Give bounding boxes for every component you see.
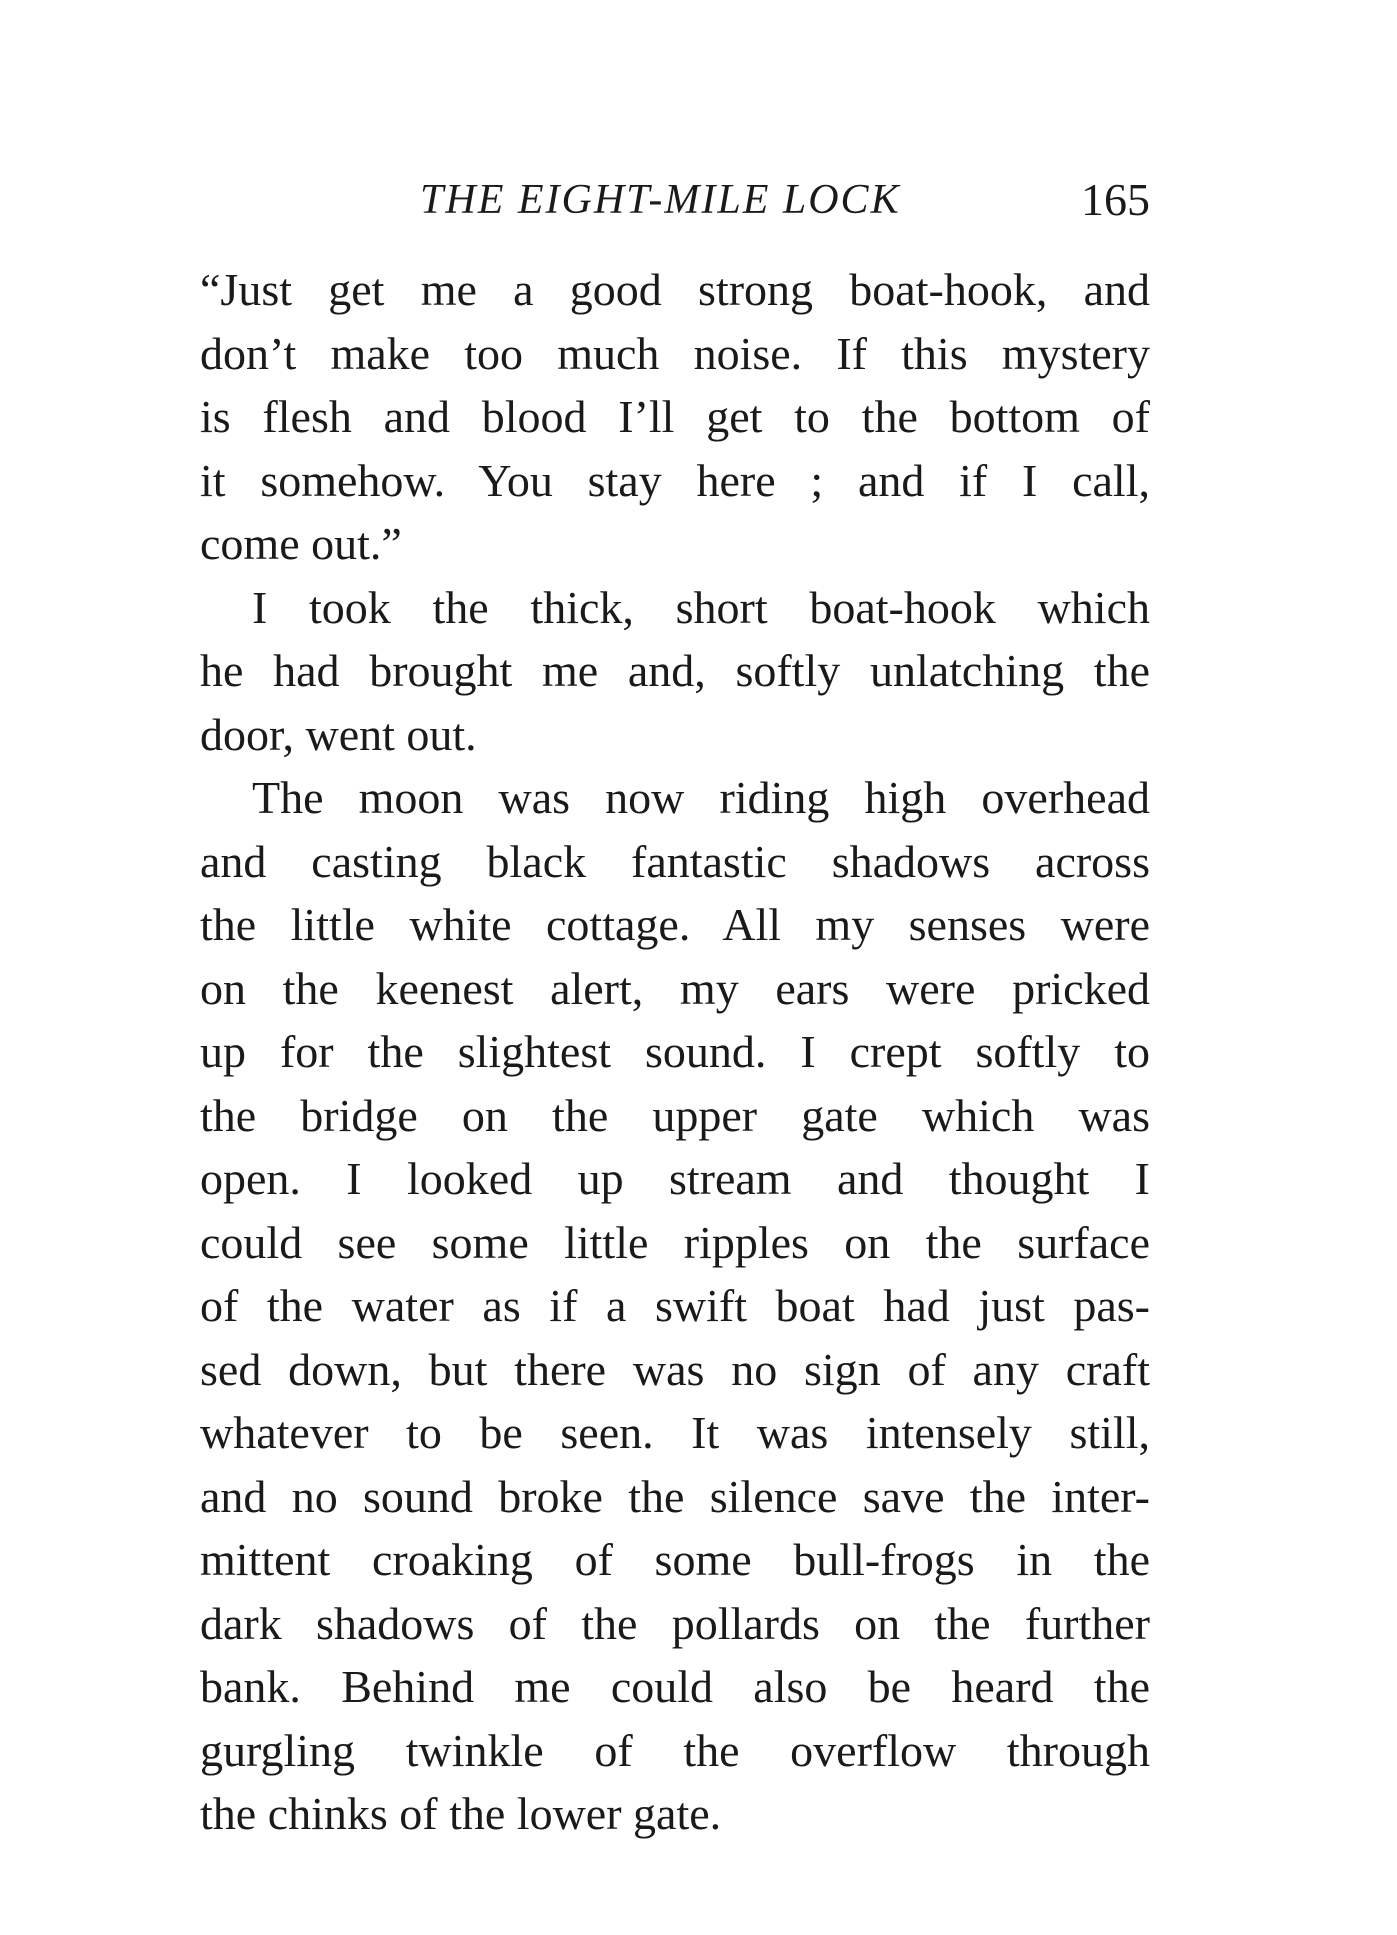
text-line: and no sound broke the silence save the inter-: [200, 1470, 1150, 1522]
running-head: [200, 170, 1150, 230]
text-line: door, went out.: [200, 708, 477, 760]
text-line: whatever to be seen. It was intensely still,: [200, 1407, 1150, 1458]
text-line: come out.”: [200, 518, 402, 569]
text-line: bank. Behind me could also be heard the: [200, 1661, 1150, 1712]
page-number: 165: [1081, 174, 1150, 225]
text-line: dark shadows of the pollards on the further: [200, 1597, 1150, 1649]
text-line: sed down, but there was no sign of any craft: [200, 1343, 1150, 1395]
text-line: mittent croaking of some bull-frogs in the: [200, 1534, 1150, 1585]
text-line: and casting black fantastic shadows across: [200, 835, 1150, 887]
body-text: [200, 258, 1150, 1846]
text-line: the bridge on the upper gate which was: [200, 1089, 1150, 1141]
text-line: I took the thick, short boat-hook which: [252, 581, 1150, 633]
text-line: could see some little ripples on the surface: [200, 1216, 1150, 1268]
text-line: the little white cottage. All my senses were: [200, 899, 1150, 950]
text-line: up for the slightest sound. I crept softly to: [200, 1026, 1150, 1077]
text-line: on the keenest alert, my ears were pricked: [200, 962, 1150, 1014]
paragraph-boat-hook: [200, 576, 1150, 767]
text-line: he had brought me and, softly unlatching the: [200, 645, 1150, 696]
text-line: open. I looked up stream and thought I: [200, 1153, 1150, 1204]
text-line: The moon was now riding high overhead: [252, 772, 1150, 823]
text-line: of the water as if a swift boat had just pas-: [200, 1280, 1150, 1331]
text-line: “Just get me a good strong boat-hook, and: [200, 264, 1150, 315]
text-line: don’t make too much noise. If this mystery: [200, 327, 1150, 379]
paragraph-moon: [200, 766, 1150, 1846]
text-line: it somehow. You stay here ; and if I call,: [200, 454, 1150, 506]
running-title: THE EIGHT-MILE LOCK: [420, 177, 901, 223]
paragraph-dialogue: [200, 258, 1150, 576]
text-line: is flesh and blood I’ll get to the bottom of: [200, 391, 1150, 442]
text-line: the chinks of the lower gate.: [200, 1788, 722, 1839]
text-line: gurgling twinkle of the overflow through: [200, 1724, 1150, 1776]
